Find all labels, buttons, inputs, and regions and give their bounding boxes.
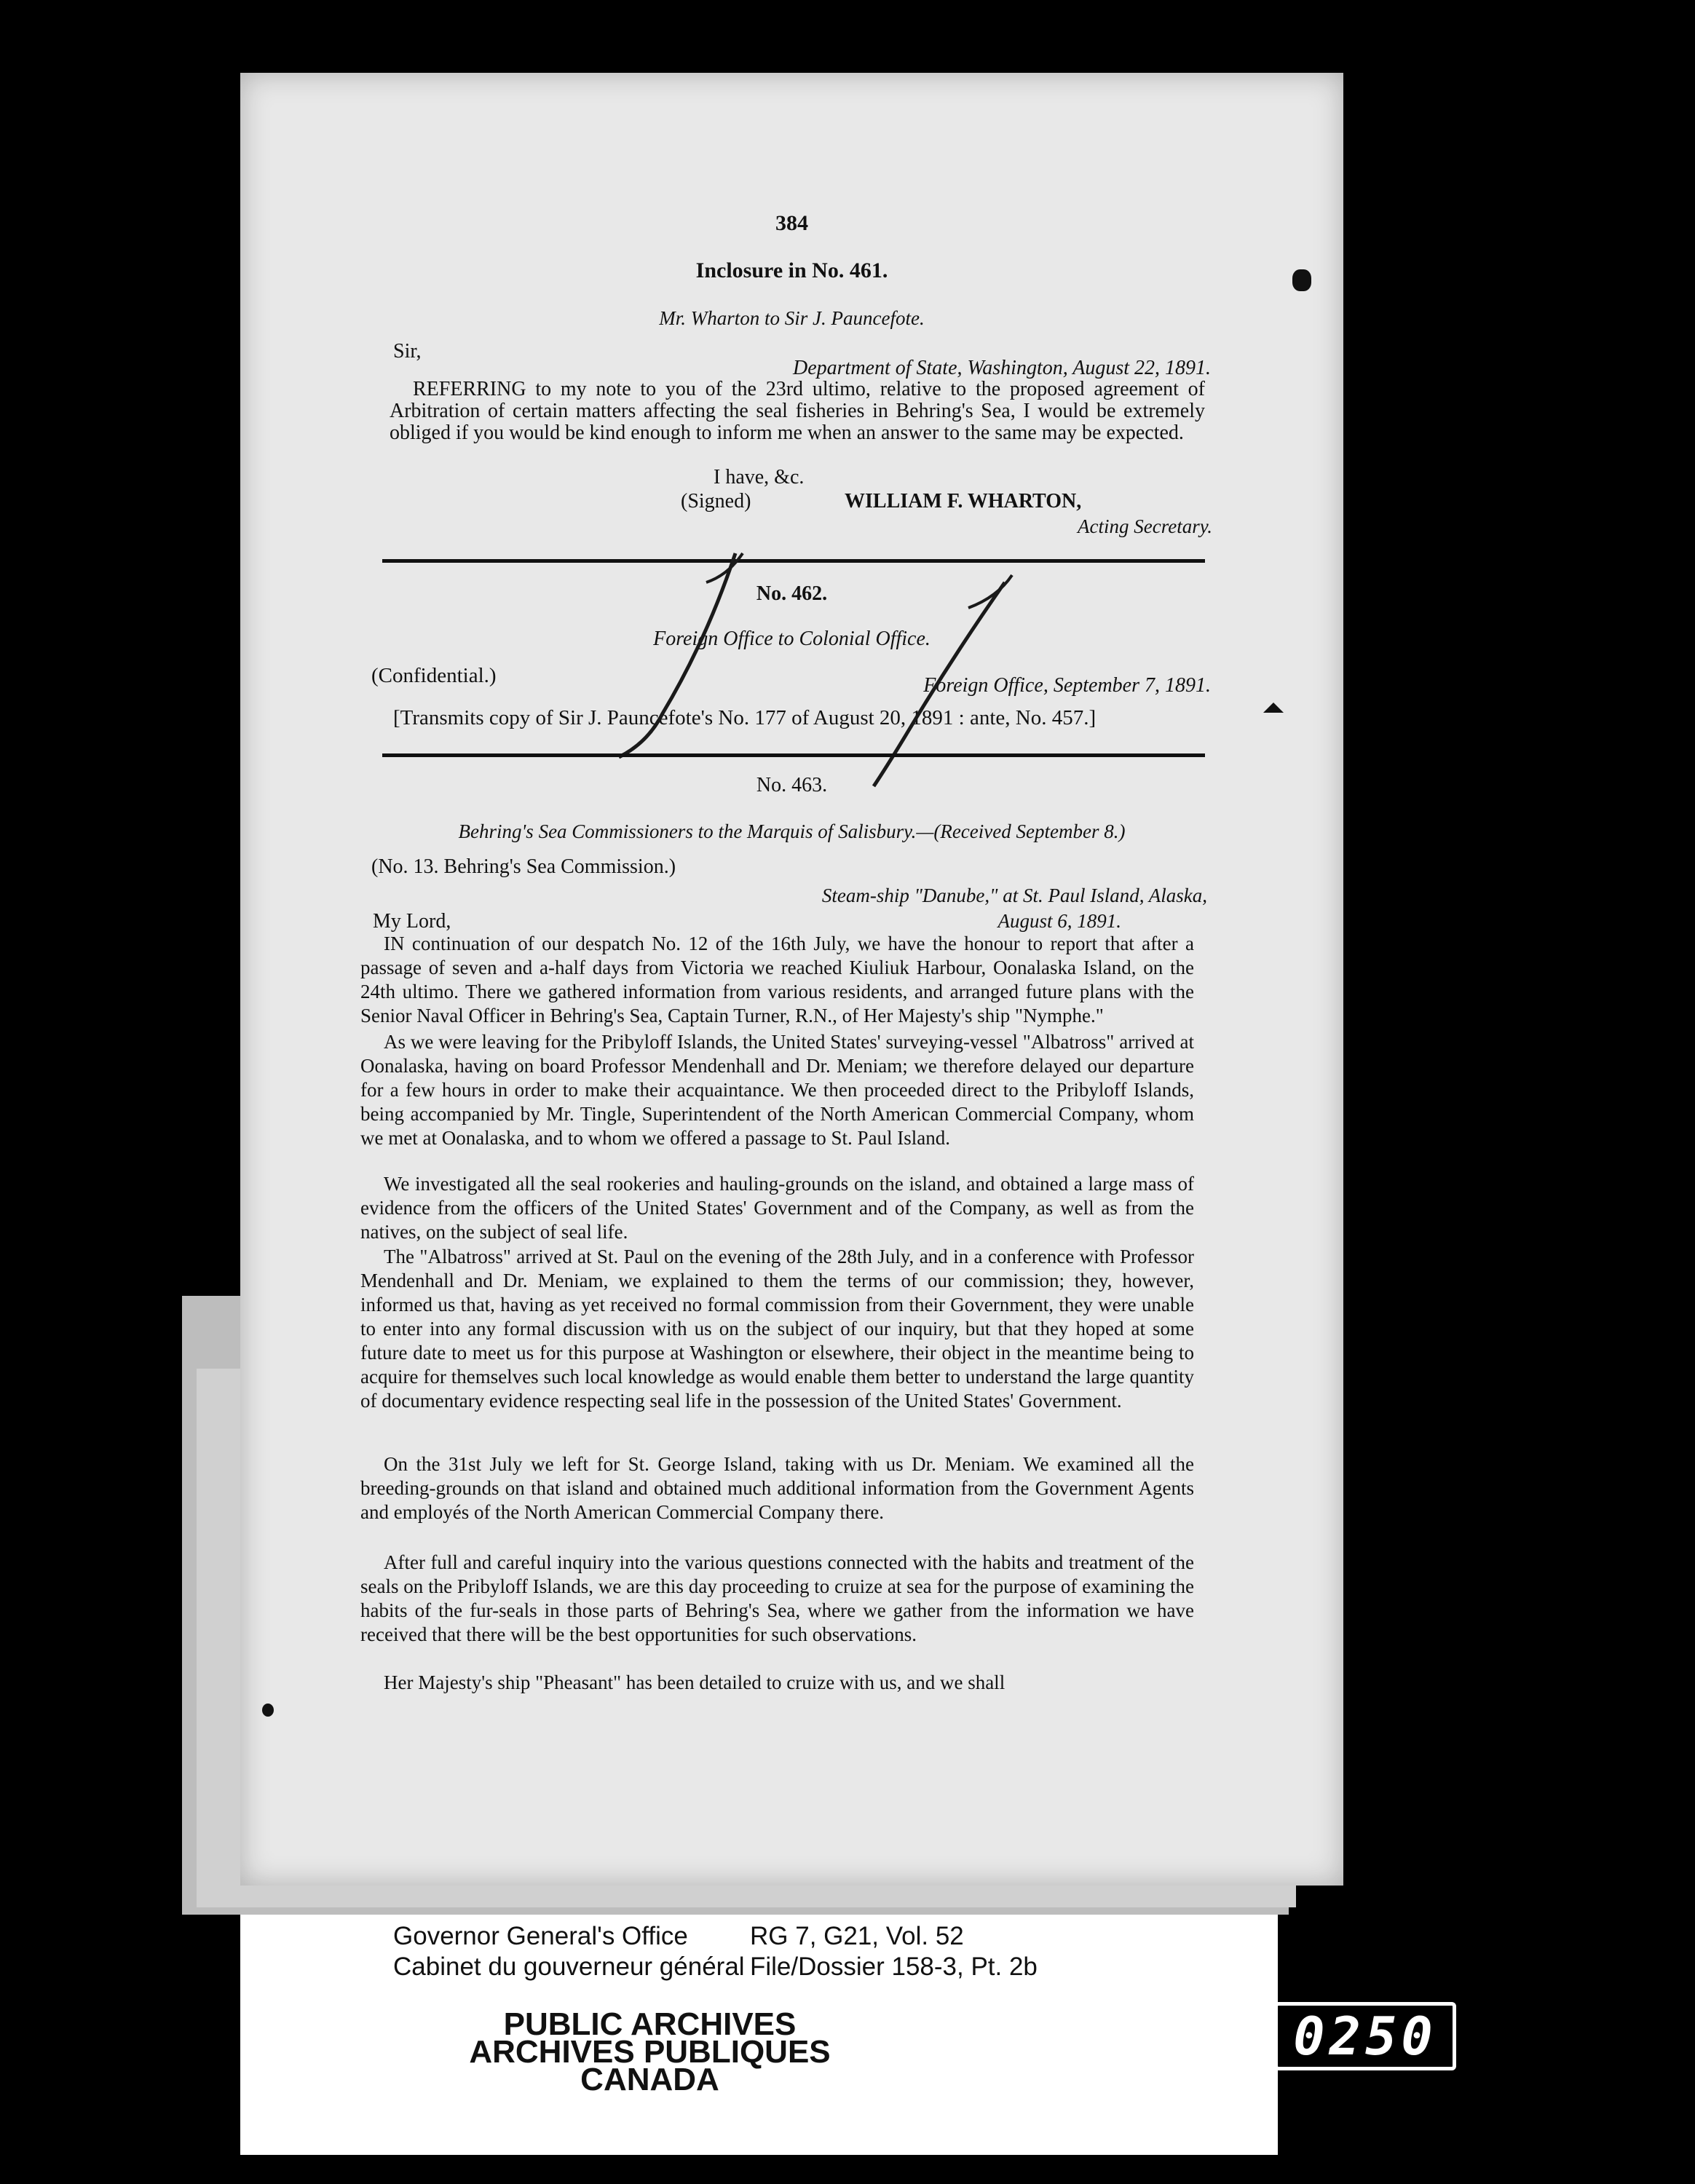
no463-paragraph-3: [360, 1172, 1194, 1244]
paragraph-text: As we were leaving for the Pribyloff Islands, the United States' surveying-vessel "Albatross" arrived at Oonalaska, having on board Professor Mendenhall and Dr. Meniam; we therefore delayed our departure for a few hours in order to make their acquaintance. We then proceeded direct to the Pribyloff Islands, being accompanied by Mr. Tingle, Superintendent of the North American Commercial Company, whom we met at Oonalaska, and to whom we offered a passage to St. Paul Island.: [360, 1031, 1194, 1149]
no463-dateline-1: Steam-ship "Danube," at St. Paul Island, Alaska,: [821, 885, 1207, 906]
label-office-en: Governor General's Office: [393, 1922, 688, 1950]
margin-tick-mark: [1292, 269, 1311, 291]
label-reference: RG 7, G21, Vol. 52: [750, 1922, 964, 1950]
no462-summary: [Transmits copy of Sir J. Pauncefote's No. 177 of August 20, 1891 : ante, No. 457.]: [393, 706, 1097, 729]
label-file: File/Dossier 158-3, Pt. 2b: [750, 1952, 1038, 1981]
archive-label: [240, 1915, 1278, 2155]
paragraph-text: IN continuation of our despatch No. 12 of the 16th July, we have the honour to report that after a passage of seven and a-half days from Victoria we reached Kiuliuk Harbour, Oonalaska Island, on the 24th ultimo. There we gathered information from various residents, and arranged future plans with the Senior Naval Officer in Behring's Sea, Captain Turner, R.N., of Her Majesty's ship "Nymphe.": [360, 933, 1194, 1026]
page-number: 384: [775, 211, 808, 235]
paragraph-text: On the 31st July we left for St. George Island, taking with us Dr. Meniam. We examined all the breeding-grounds on that island and obtained much additional information from the Government Agents and employés of the North American Commercial Company there.: [360, 1453, 1194, 1523]
inclosure-signer: WILLIAM F. WHARTON,: [845, 490, 1082, 513]
label-office-fr: Cabinet du gouverneur général: [393, 1952, 745, 1981]
inclosure-title: Mr. Wharton to Sir J. Pauncefote.: [659, 307, 925, 329]
inclosure-signed: (Signed): [681, 490, 751, 513]
document-page: [240, 73, 1343, 1886]
no463-paragraph-7: [360, 1671, 1194, 1695]
no462-number: No. 462.: [756, 582, 828, 605]
no462-title: Foreign Office to Colonial Office.: [653, 628, 931, 650]
paragraph-text: Her Majesty's ship "Pheasant" has been detailed to cruize with us, and we shall: [384, 1671, 1005, 1693]
label-line-1: PUBLIC ARCHIVES: [503, 2006, 797, 2042]
paragraph-text: The "Albatross" arrived at St. Paul on the evening of the 28th July, and in a conference with Professor Mendenhall and Dr. Meniam, we explained to them the terms of our commission; they, however, informed us that, having as yet received no formal commission from their Government, they were unable to enter into any formal discussion with us on the subject of our inquiry, but that they hoped at some future date to meet us for this purpose at Washington or elsewhere, their object in the meantime being to acquire for themselves such local knowledge as would enable them better to understand the large quantity of documentary evidence respecting seal life in the possession of the United States' Government.: [360, 1246, 1194, 1412]
label-line-3: CANADA: [580, 2062, 719, 2097]
inclosure-body-text: REFERRING to my note to you of the 23rd ultimo, relative to the proposed agreement of Arbitration of certain matters affecting the seal fisheries in Behring's Sea, I would be extremely obliged if you would be kind enough to inform me when an answer to the same may be expected.: [390, 378, 1205, 444]
label-line-2: ARCHIVES PUBLIQUES: [469, 2034, 831, 2070]
no463-title: Behring's Sea Commissioners to the Marquis of Salisbury.—(Received September 8.): [458, 820, 1126, 842]
paragraph-text: We investigated all the seal rookeries and hauling-grounds on the island, and obtained a large mass of evidence from the officers of the United States' Government and of the Company, as well as from the natives, on the subject of seal life.: [360, 1173, 1194, 1243]
frame-number: 0250: [1274, 2002, 1456, 2070]
no462-confidential: (Confidential.): [371, 664, 497, 687]
no463-paragraph-1: [360, 932, 1194, 1028]
no463-paragraph-2: [360, 1030, 1194, 1150]
inclosure-heading: Inclosure in No. 461.: [695, 258, 888, 282]
no463-dateline-2: August 6, 1891.: [997, 910, 1121, 932]
section-divider-2: [382, 753, 1205, 757]
inclosure-signer-title: Acting Secretary.: [1078, 515, 1212, 537]
no462-dateline: Foreign Office, September 7, 1891.: [923, 674, 1211, 697]
inclosure-closing: I have, &c.: [714, 466, 805, 488]
punch-hole-mark: [262, 1704, 274, 1717]
inclosure-salutation: Sir,: [393, 340, 422, 363]
paragraph-text: After full and careful inquiry into the various questions connected with the habits and treatment of the seals on the Pribyloff Islands, we are this day proceeding to cruize at sea for the purpose of examining the habits of the fur-seals in those parts of Behring's Sea, where we gather from the information we have received that there will be the best opportunities for such observations.: [360, 1551, 1194, 1645]
no463-commission: (No. 13. Behring's Sea Commission.): [371, 855, 676, 878]
no463-salutation: My Lord,: [373, 910, 451, 933]
inclosure-dateline: Department of State, Washington, August 22, 1891.: [793, 357, 1211, 379]
no463-number: No. 463.: [756, 774, 828, 796]
no463-paragraph-6: [360, 1551, 1194, 1647]
no463-paragraph-5: [360, 1452, 1194, 1524]
no463-paragraph-4: [360, 1245, 1194, 1413]
